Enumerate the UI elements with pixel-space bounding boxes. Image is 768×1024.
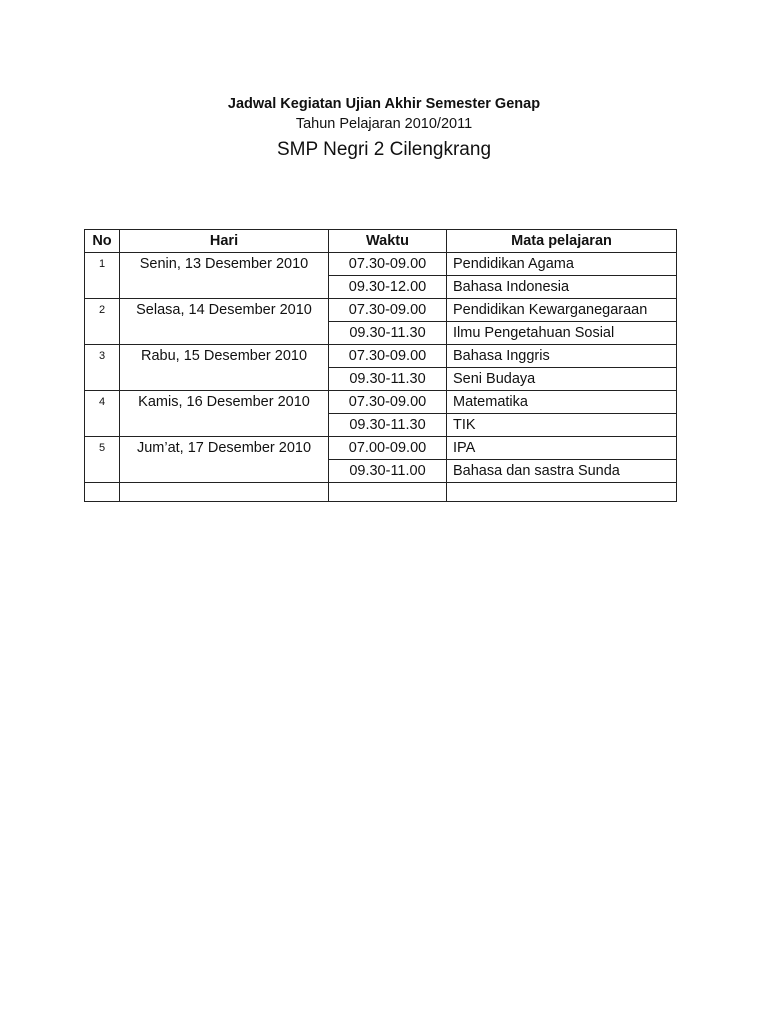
row-number: 2 (85, 299, 120, 345)
exam-subject: Bahasa Indonesia (447, 276, 677, 299)
exam-time: 07.00-09.00 (329, 437, 447, 460)
exam-subject: Seni Budaya (447, 368, 677, 391)
exam-schedule-table (84, 229, 677, 502)
document-title: Jadwal Kegiatan Ujian Akhir Semester Genap (227, 96, 541, 112)
exam-time: 09.30-11.30 (329, 368, 447, 391)
exam-time: 09.30-11.30 (329, 414, 447, 437)
exam-subject: IPA (447, 437, 677, 460)
empty-cell (447, 483, 677, 502)
exam-day: Kamis, 16 Desember 2010 (120, 391, 329, 437)
empty-cell (120, 483, 329, 502)
exam-day: Senin, 13 Desember 2010 (120, 253, 329, 299)
column-header-subject: Mata pelajaran (447, 230, 677, 253)
exam-time: 07.30-09.00 (329, 391, 447, 414)
exam-subject: TIK (447, 414, 677, 437)
table-row (85, 345, 677, 368)
exam-time: 07.30-09.00 (329, 253, 447, 276)
exam-day: Selasa, 14 Desember 2010 (120, 299, 329, 345)
exam-day: Rabu, 15 Desember 2010 (120, 345, 329, 391)
exam-subject: Pendidikan Kewarganegaraan (447, 299, 677, 322)
row-number: 5 (85, 437, 120, 483)
exam-time: 07.30-09.00 (329, 345, 447, 368)
table-row (85, 299, 677, 322)
exam-subject: Matematika (447, 391, 677, 414)
table-row (85, 253, 677, 276)
table-row (85, 437, 677, 460)
exam-subject: Pendidikan Agama (447, 253, 677, 276)
exam-subject: Bahasa dan sastra Sunda (447, 460, 677, 483)
exam-subject: Bahasa Inggris (447, 345, 677, 368)
exam-time: 09.30-11.30 (329, 322, 447, 345)
row-number: 3 (85, 345, 120, 391)
empty-cell (85, 483, 120, 502)
school-name: SMP Negri 2 Cilengkrang (276, 139, 492, 160)
row-number: 4 (85, 391, 120, 437)
column-header-time: Waktu (329, 230, 447, 253)
exam-day: Jum’at, 17 Desember 2010 (120, 437, 329, 483)
document-header (0, 94, 768, 164)
exam-time: 07.30-09.00 (329, 299, 447, 322)
exam-time: 09.30-12.00 (329, 276, 447, 299)
empty-table-row (85, 483, 677, 502)
row-number: 1 (85, 253, 120, 299)
column-header-no: No (85, 230, 120, 253)
empty-cell (329, 483, 447, 502)
column-header-day: Hari (120, 230, 329, 253)
table-row (85, 391, 677, 414)
academic-year: Tahun Pelajaran 2010/2011 (295, 116, 473, 132)
exam-time: 09.30-11.00 (329, 460, 447, 483)
exam-subject: Ilmu Pengetahuan Sosial (447, 322, 677, 345)
table-header-row (85, 230, 677, 253)
